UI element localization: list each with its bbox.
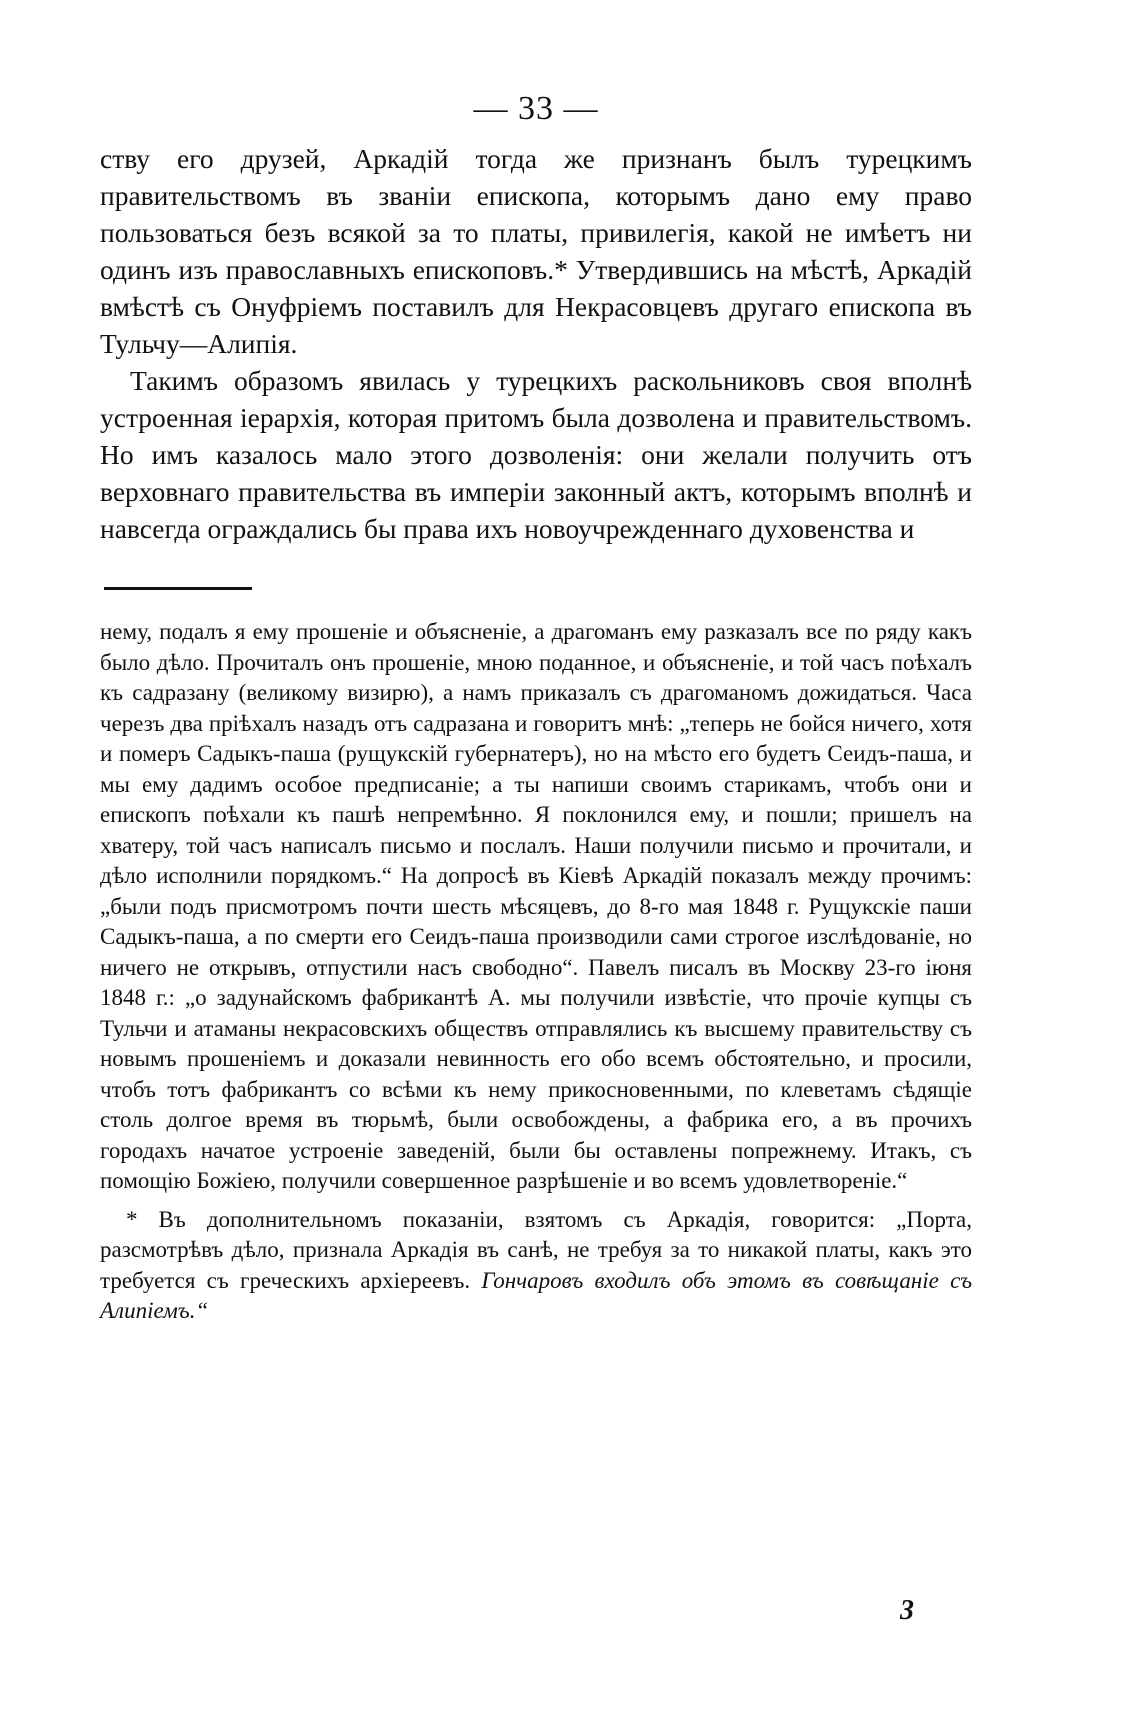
sheet-signature: 3 [900, 1595, 914, 1626]
footnote-italic-text: Гончаровъ входилъ объ этомъ въ совѣщаніе съ Алипіемъ.“ [100, 1267, 973, 1323]
footnote-marked-text: * Въ дополнительномъ показаніи, взятомъ съ Аркадія, говорится: „Порта, разсмотрѣвъ дѣло, признала Аркадія въ санѣ, не требуя за то никакой платы, какъ это требуется съ греческихъ архіереевъ. [100, 1206, 972, 1293]
document-page [100, 90, 972, 1327]
footnote-marked [100, 1205, 972, 1327]
main-text [100, 140, 972, 547]
main-paragraph-2: Такимъ образомъ явилась у турецкихъ раскольниковъ своя вполнѣ устроенная іерархія, которая притомъ была дозволена и правительствомъ. Но имъ казалось мало этого дозволенія: они желали получить отъ верховнаго правительства въ имперіи законный актъ, которымъ вполнѣ и навсегда ограждались бы права ихъ новоучрежденнаго духовенства и [100, 365, 972, 544]
footnote-continued: нему, подалъ я ему прошеніе и объясненіе, а драгоманъ ему разказалъ все по ряду какъ было дѣло. Прочиталъ онъ прошеніе, мною поданное, и объясненіе, и той часъ поѣхалъ къ садразану (великому визирю), а намъ приказалъ съ драгоманомъ дожидаться. Часа черезъ два пріѣхалъ назадъ отъ садразана и говоритъ мнѣ: „теперь не бойся ничего, хотя и померъ Садыкъ-паша (рущукскій губернатеръ), но на мѣсто его будетъ Сеидъ-паша, и мы ему дадимъ особое предписаніе; а ты напиши своимъ старикамъ, чтобъ они и епископъ поѣхали къ пашѣ непремѣнно. Я поклонился ему, и пошли; пришелъ на хватеру, той часъ написалъ письмо и послалъ. Наши получили письмо и прочитали, и дѣло исполнили порядкомъ.“ На допросѣ въ Кіевѣ Аркадій показалъ между прочимъ: „были подъ присмотромъ почти шесть мѣсяцевъ, до 8-го мая 1848 г. Рущукскіе паши Садыкъ-паша, а по смерти его Сеидъ-паша производили сами строгое изслѣдованіе, но ничего не открывъ, отпустили насъ свободно“. Павелъ писалъ въ Москву 23-го іюня 1848 г.: „о задунайскомъ фабрикантѣ А. мы получили извѣстіе, что прочіе купцы съ Тульчи и атаманы некрасовскихъ обществъ отправлялись къ высшему правительству съ новымъ прошеніемъ и доказали невинность его обо всемъ обстоятельно, и просили, чтобъ тотъ фабрикантъ со всѣми къ нему прикосновенными, по клеветамъ сѣдящіе столь долгое время въ тюрьмѣ, были освобождены, а фабрика его, а въ прочихъ городахъ начатое устроеніе заведеній, были бы оставлены попрежнему. Итакъ, съ помощію Божіею, получили совершенное разрѣшеніе и во всемъ удовлетвореніе.“ [100, 619, 972, 1193]
page-number: — 33 — [473, 90, 599, 127]
footnotes [100, 617, 972, 1327]
main-paragraph-1: ству его друзей, Аркадій тогда же признанъ былъ турецкимъ правительствомъ въ званіи епископа, которымъ дано ему право пользоваться безъ всякой за то платы, привилегія, какой не имѣетъ ни одинъ изъ православныхъ епископовъ.* Утвердившись на мѣстѣ, Аркадій вмѣстѣ съ Онуфріемъ поставилъ для Некрасовцевъ другаго епископа въ Тульчу—Алипія. [100, 143, 972, 359]
footnote-divider [104, 587, 252, 590]
